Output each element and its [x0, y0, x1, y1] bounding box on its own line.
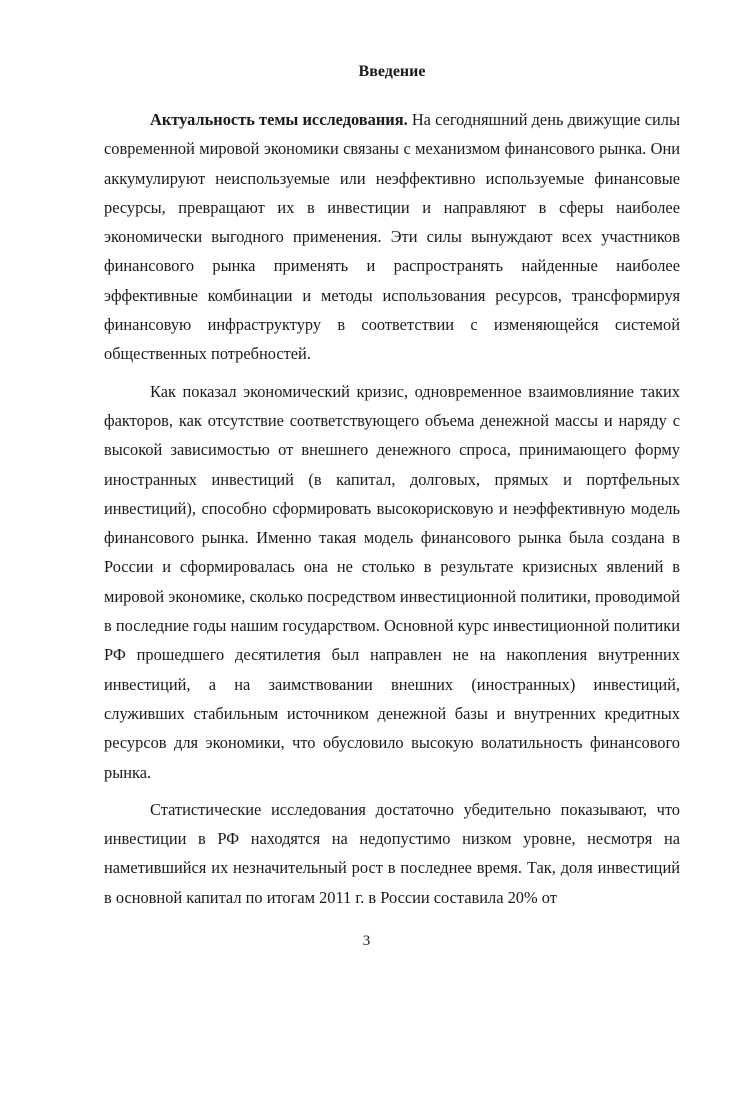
- paragraph-statistics: Статистические исследования достаточно убедительно показывают, что инвестиции в РФ находятся на недопустимо низком уровне, несмотря на наметившийся их незначительный рост в последнее время. Так, доля инвестиций в основной капитал по итогам 2011 г. в России составила 20% от: [104, 799, 680, 907]
- document-page: [104, 62, 680, 912]
- paragraph-lead-bold: Актуальность темы исследования.: [150, 110, 408, 129]
- paragraph-relevance-text: На сегодняшний день движущие силы современной мировой экономики связаны с механизмом финансового рынка. Они аккумулируют неиспользуемые или неэффективно используемые финансовые ресурсы, превращают их в инвестиции и направляют в сферы наиболее экономически выгодного применения. Эти силы вынуждают всех участников финансового рынка применять и распространять найденные наиболее эффективные комбинации и методы использования ресурсов, трансформируя финансовую инфраструктуру в соответствии с изменяющейся системой общественных потребностей.: [104, 110, 680, 364]
- section-heading: Введение: [358, 63, 426, 80]
- paragraph-crisis: Как показал экономический кризис, одновременное взаимовлияние таких факторов, как отсутствие соответствующего объема денежной массы и наряду с высокой зависимостью от внешнего денежного спроса, принимающего форму иностранных инвестиций (в капитал, долговых, прямых и портфельных инвестиций), способно сформировать высокорисковую и неэффективную модель финансового рынка. Именно такая модель финансового рынка была создана в России и сформировалась она не столько в результате кризисных явлений в мировой экономике, сколько посредством инвестиционной политики, проводимой в последние годы нашим государством. Основной курс инвестиционной политики РФ прошедшего десятилетия был направлен не на накопления внутренних инвестиций, а на заимствовании внешних (иностранных) инвестиций, служивших стабильным источником денежной базы и внутренних кредитных ресурсов для экономики, что обусловило высокую волатильность финансового рынка.: [104, 381, 680, 782]
- paragraph-relevance: [104, 105, 680, 369]
- page-number: 3: [362, 933, 371, 949]
